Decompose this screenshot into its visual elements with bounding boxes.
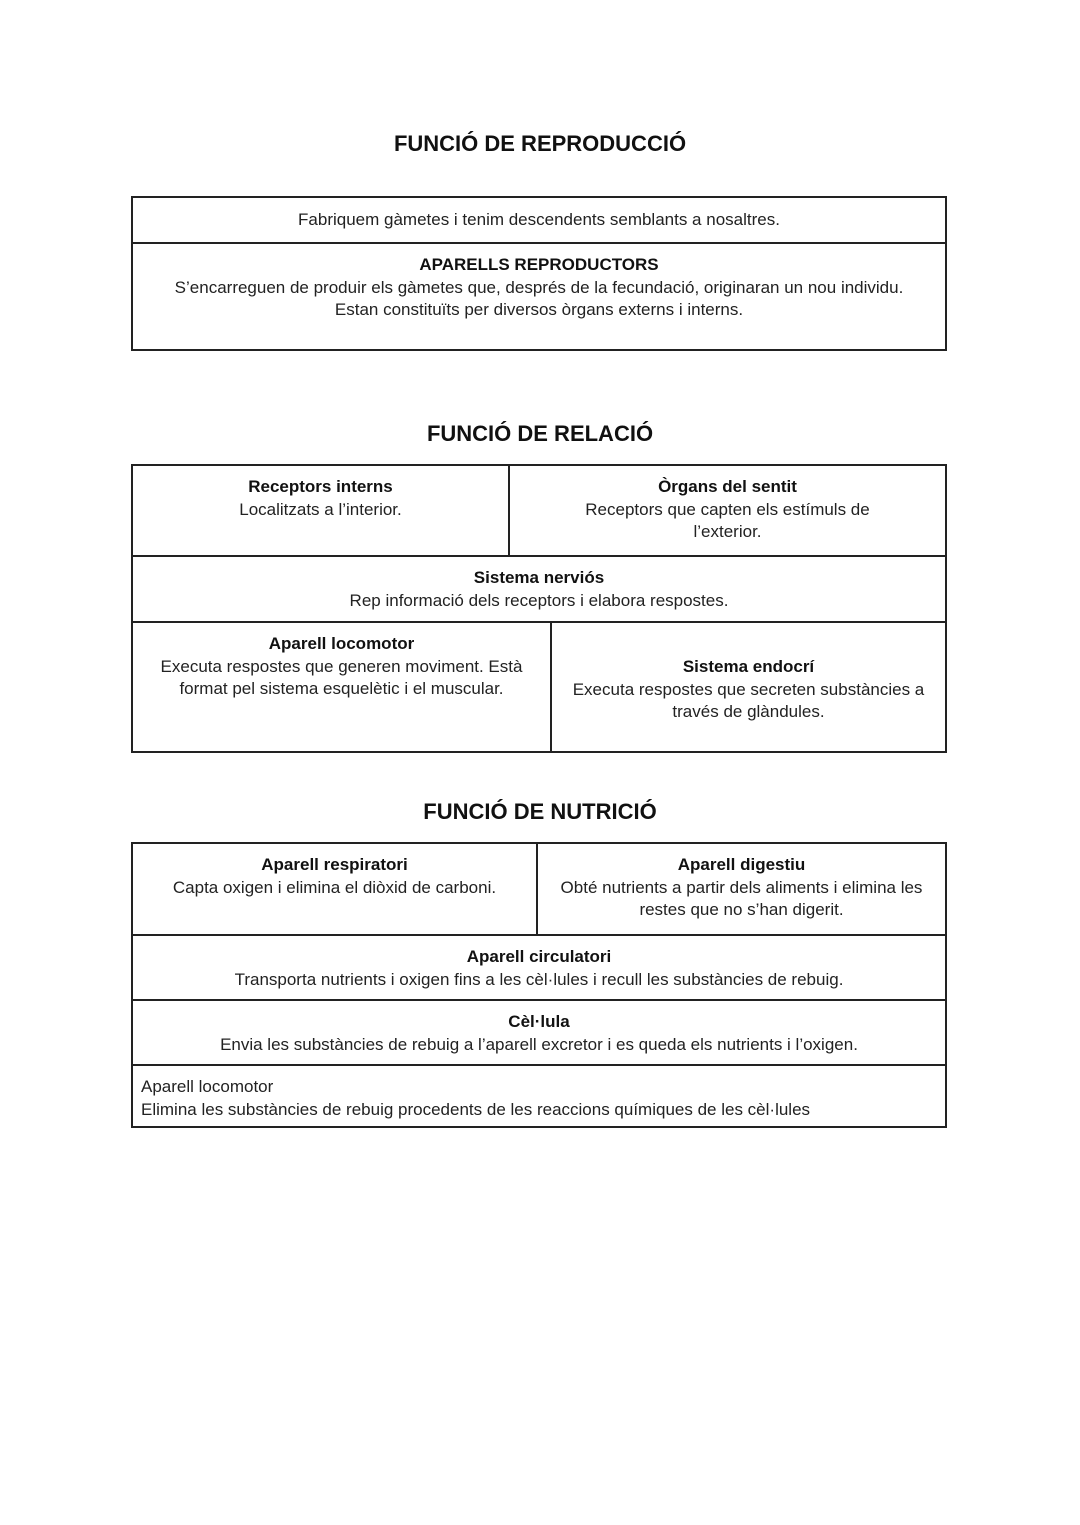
reproduccio-table [131, 196, 947, 351]
nutricio-cell [133, 1066, 945, 1126]
nutricio-cell [133, 844, 536, 934]
cell-heading: Cèl·lula [508, 1012, 570, 1031]
cell-text: Rep informació dels receptors i elabora respostes. [349, 590, 729, 610]
cell-heading: APARELLS REPRODUCTORS [419, 255, 659, 274]
reproduccio-intro: Fabriquem gàmetes i tenim descendents semblants a nosaltres. [298, 209, 780, 229]
cell-heading: Sistema nerviós [473, 568, 605, 587]
cell-text: S’encarreguen de produir els gàmetes que, després de la fecundació, originaran un nou individu. [174, 277, 904, 297]
relacio-cell [133, 466, 508, 555]
relacio-cell [508, 466, 945, 555]
cell-heading: Òrgans del sentit [658, 477, 797, 496]
nutricio-cell [133, 1001, 945, 1064]
cell-text: Localitzats a l’interior. [239, 499, 402, 519]
nutricio-cell [536, 844, 945, 934]
cell-heading: Aparell digestiu [677, 855, 806, 874]
cell-text: Transporta nutrients i oxigen fins a les cèl·lules i recull les substàncies de rebuig. [234, 969, 844, 989]
relacio-cell [133, 557, 945, 621]
section-title-reproduccio: FUNCIÓ DE REPRODUCCIÓ [393, 131, 687, 156]
cell-heading: Aparell locomotor [141, 1077, 274, 1096]
relacio-cell [133, 623, 550, 751]
nutricio-table [131, 842, 947, 1128]
reproduccio-aparells-cell [133, 244, 945, 351]
cell-heading: Aparell locomotor [268, 634, 415, 653]
relacio-cell [550, 623, 945, 751]
cell-text: Receptors que capten els estímuls de l’exterior. [585, 499, 870, 541]
relacio-table [131, 464, 947, 753]
cell-text: Elimina les substàncies de rebuig procedents de les reaccions químiques de les cèl·lules [141, 1099, 811, 1119]
cell-text: Capta oxigen i elimina el diòxid de carboni. [172, 877, 497, 897]
cell-heading: Sistema endocrí [682, 657, 815, 676]
cell-heading: Aparell respiratori [261, 855, 408, 874]
cell-text: Executa respostes que generen moviment. Està format pel sistema esquelètic i el muscular. [160, 656, 523, 698]
cell-heading: Receptors interns [248, 477, 393, 496]
cell-heading: Aparell circulatori [466, 947, 612, 966]
cell-text: Executa respostes que secreten substàncies a través de glàndules. [572, 679, 925, 721]
section-title-nutricio: FUNCIÓ DE NUTRICIÓ [423, 799, 657, 824]
nutricio-cell [133, 936, 945, 999]
section-title-relacio: FUNCIÓ DE RELACIÓ [426, 421, 654, 446]
cell-text: Envia les substàncies de rebuig a l’aparell excretor i es queda els nutrients i l’oxigen. [220, 1034, 858, 1054]
cell-text: Estan constituïts per diversos òrgans externs i interns. [334, 300, 744, 319]
cell-text: Obté nutrients a partir dels aliments i elimina les restes que no s’han digerit. [560, 877, 923, 919]
